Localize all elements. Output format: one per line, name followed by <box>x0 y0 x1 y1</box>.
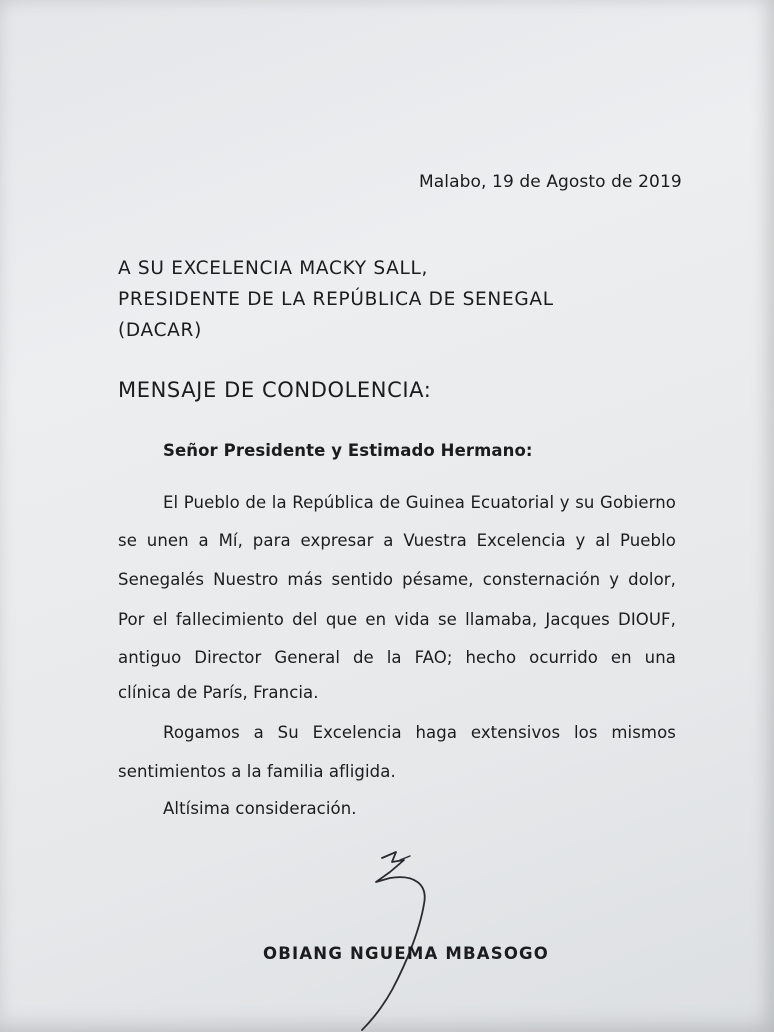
body-line-6: clínica de París, Francia. <box>118 683 319 702</box>
closing-line: Altísima consideración. <box>163 799 357 818</box>
body-line-3: Senegalés Nuestro más sentido pésame, consternación y dolor, <box>118 570 676 589</box>
salutation: Señor Presidente y Estimado Hermano: <box>163 441 533 460</box>
signer-name: OBIANG NGUEMA MBASOGO <box>263 944 550 963</box>
body-line-8: sentimientos a la familia afligida. <box>118 762 396 781</box>
addressee-line-2: PRESIDENTE DE LA REPÚBLICA DE SENEGAL <box>118 289 554 310</box>
body-line-7: Rogamos a Su Excelencia haga extensivos los mismos <box>163 723 676 742</box>
body-line-4: Por el fallecimiento del que en vida se llamaba, Jacques DIOUF, <box>118 610 676 629</box>
addressee-line-1: A SU EXCELENCIA MACKY SALL, <box>118 258 429 279</box>
handwritten-signature <box>330 848 450 1032</box>
body-line-2: se unen a Mí, para expresar a Vuestra Excelencia y al Pueblo <box>118 531 676 550</box>
subject-heading: MENSAJE DE CONDOLENCIA: <box>118 378 432 402</box>
body-line-1: El Pueblo de la República de Guinea Ecuatorial y su Gobierno <box>163 493 676 512</box>
addressee-line-3: (DACAR) <box>118 320 203 341</box>
body-line-5: antiguo Director General de la FAO; hecho ocurrido en una <box>118 648 676 667</box>
date-line: Malabo, 19 de Agosto de 2019 <box>419 172 682 192</box>
